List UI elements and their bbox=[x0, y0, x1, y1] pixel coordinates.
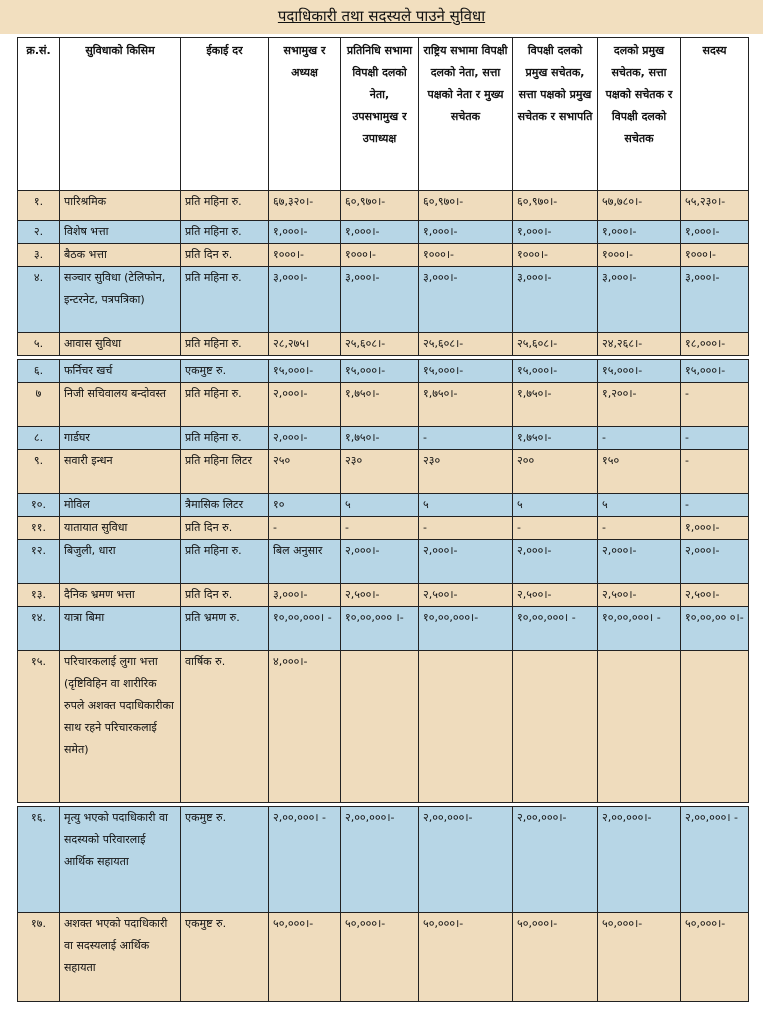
table-row bbox=[18, 913, 749, 1002]
header-col4: विपक्षी दलको प्रमुख सचेतक, सत्ता पक्षको प्रमुख सचेतक र सभापति bbox=[513, 38, 598, 191]
cell-unit: एकमुष्ट रु. bbox=[181, 913, 269, 1002]
header-col5: दलको प्रमुख सचेतक, सत्ता पक्षको सचेतक र विपक्षी दलको सचेतक bbox=[598, 38, 681, 191]
header-col1: सभामुख र अध्यक्ष bbox=[269, 38, 341, 191]
cell-col5: २,०००।- bbox=[598, 540, 681, 584]
cell-col4: ५०,०००।- bbox=[513, 913, 598, 1002]
cell-unit: वार्षिक रु. bbox=[181, 651, 269, 803]
cell-col5: ५०,०००।- bbox=[598, 913, 681, 1002]
cell-col3: १५,०००।- bbox=[419, 360, 513, 383]
cell-col6: ५५,२३०।- bbox=[681, 191, 749, 221]
table-row bbox=[18, 540, 749, 584]
cell-col6: १८,०००।- bbox=[681, 333, 749, 356]
cell-sn: १४. bbox=[18, 607, 60, 651]
cell-sn: १०. bbox=[18, 494, 60, 517]
cell-col1: २,००,०००। - bbox=[269, 807, 341, 913]
cell-col4: २,५००।- bbox=[513, 584, 598, 607]
cell-col3: ३,०००।- bbox=[419, 267, 513, 333]
cell-col3: २,००,०००।- bbox=[419, 807, 513, 913]
cell-col6: २,५००।- bbox=[681, 584, 749, 607]
cell-col2: १०,००,००० ।- bbox=[341, 607, 419, 651]
cell-col4: १,७५०।- bbox=[513, 383, 598, 427]
table-row bbox=[18, 427, 749, 450]
cell-col5: २४,२६८।- bbox=[598, 333, 681, 356]
cell-col3: १०,००,०००।- bbox=[419, 607, 513, 651]
cell-col4: १५,०००।- bbox=[513, 360, 598, 383]
cell-col3: २,०००।- bbox=[419, 540, 513, 584]
cell-unit: प्रति महिना रु. bbox=[181, 267, 269, 333]
cell-unit: एकमुष्ट रु. bbox=[181, 807, 269, 913]
cell-col3: २,५००।- bbox=[419, 584, 513, 607]
cell-col3: १,०००।- bbox=[419, 221, 513, 244]
cell-col4 bbox=[513, 651, 598, 803]
cell-col1: बिल अनुसार bbox=[269, 540, 341, 584]
table-row bbox=[18, 584, 749, 607]
table-row bbox=[18, 221, 749, 244]
cell-unit: प्रति महिना लिटर bbox=[181, 450, 269, 494]
cell-col1: १०,००,०००। - bbox=[269, 607, 341, 651]
cell-type: बैठक भत्ता bbox=[60, 244, 181, 267]
cell-col2: १०००।- bbox=[341, 244, 419, 267]
cell-col4: १०००।- bbox=[513, 244, 598, 267]
cell-col2 bbox=[341, 651, 419, 803]
cell-col2: २,५००।- bbox=[341, 584, 419, 607]
table-row bbox=[18, 651, 749, 803]
cell-col1: १,०००।- bbox=[269, 221, 341, 244]
cell-col6: ३,०००।- bbox=[681, 267, 749, 333]
cell-col6 bbox=[681, 651, 749, 803]
cell-col6: - bbox=[681, 494, 749, 517]
cell-unit: प्रति दिन रु. bbox=[181, 584, 269, 607]
cell-type: गार्डघर bbox=[60, 427, 181, 450]
cell-col2: २३० bbox=[341, 450, 419, 494]
cell-sn: १३. bbox=[18, 584, 60, 607]
cell-col1: ५०,०००।- bbox=[269, 913, 341, 1002]
cell-col5: २,००,०००।- bbox=[598, 807, 681, 913]
cell-sn: १. bbox=[18, 191, 60, 221]
cell-col4: २,०००।- bbox=[513, 540, 598, 584]
cell-unit: प्रति महिना रु. bbox=[181, 221, 269, 244]
cell-type: फर्निचर खर्च bbox=[60, 360, 181, 383]
cell-col5: ५७,७८०।- bbox=[598, 191, 681, 221]
cell-col6: २,०००।- bbox=[681, 540, 749, 584]
cell-col6: २,००,०००। - bbox=[681, 807, 749, 913]
cell-sn: १२. bbox=[18, 540, 60, 584]
cell-col6: १,०००।- bbox=[681, 221, 749, 244]
cell-col4: ३,०००।- bbox=[513, 267, 598, 333]
table-row bbox=[18, 383, 749, 427]
cell-col1: १० bbox=[269, 494, 341, 517]
table-row bbox=[18, 333, 749, 356]
cell-col2: ३,०००।- bbox=[341, 267, 419, 333]
cell-col6: १०,००,०० ०।- bbox=[681, 607, 749, 651]
cell-col2: ६०,९७०।- bbox=[341, 191, 419, 221]
cell-col1: ४,०००।- bbox=[269, 651, 341, 803]
cell-col6: - bbox=[681, 427, 749, 450]
cell-col1: २,०००।- bbox=[269, 427, 341, 450]
cell-unit: त्रैमासिक लिटर bbox=[181, 494, 269, 517]
cell-unit: प्रति भ्रमण रु. bbox=[181, 607, 269, 651]
cell-col2: १,७५०।- bbox=[341, 427, 419, 450]
cell-sn: ११. bbox=[18, 517, 60, 540]
cell-col4: १,०००।- bbox=[513, 221, 598, 244]
header-col3: राष्ट्रिय सभामा विपक्षी दलको नेता, सत्ता पक्षको नेता र मुख्य सचेतक bbox=[419, 38, 513, 191]
cell-col5: - bbox=[598, 517, 681, 540]
cell-col2: ५ bbox=[341, 494, 419, 517]
cell-col2: १,७५०।- bbox=[341, 383, 419, 427]
table-row bbox=[18, 807, 749, 913]
cell-col3: २३० bbox=[419, 450, 513, 494]
cell-col1: १०००।- bbox=[269, 244, 341, 267]
cell-col3: - bbox=[419, 517, 513, 540]
table-row bbox=[18, 244, 749, 267]
cell-col1: २५० bbox=[269, 450, 341, 494]
cell-col5: ३,०००।- bbox=[598, 267, 681, 333]
cell-unit: प्रति महिना रु. bbox=[181, 333, 269, 356]
cell-sn: १६. bbox=[18, 807, 60, 913]
cell-type: पारिश्रमिक bbox=[60, 191, 181, 221]
cell-type: दैनिक भ्रमण भत्ता bbox=[60, 584, 181, 607]
cell-type: विशेष भत्ता bbox=[60, 221, 181, 244]
cell-col5: १५,०००।- bbox=[598, 360, 681, 383]
cell-type: परिचारकलाई लुगा भत्ता (दृष्टिविहिन वा शारीरिक रुपले अशक्त पदाधिकारीका साथ रहने परिचारकलाई समेत) bbox=[60, 651, 181, 803]
facilities-table bbox=[17, 37, 749, 1002]
cell-type: आवास सुविधा bbox=[60, 333, 181, 356]
cell-col6: - bbox=[681, 383, 749, 427]
cell-col2: २५,६०८।- bbox=[341, 333, 419, 356]
cell-col3: १,७५०।- bbox=[419, 383, 513, 427]
cell-col4: १,७५०।- bbox=[513, 427, 598, 450]
cell-col5: २,५००।- bbox=[598, 584, 681, 607]
header-col2: प्रतिनिधि सभामा विपक्षी दलको नेता, उपसभामुख र उपाध्यक्ष bbox=[341, 38, 419, 191]
cell-sn: २. bbox=[18, 221, 60, 244]
cell-col4: २५,६०८।- bbox=[513, 333, 598, 356]
cell-sn: ७ bbox=[18, 383, 60, 427]
cell-type: मोविल bbox=[60, 494, 181, 517]
page-title: पदाधिकारी तथा सदस्यले पाउने सुविधा bbox=[277, 7, 486, 25]
cell-col2: १५,०००।- bbox=[341, 360, 419, 383]
cell-sn: ३. bbox=[18, 244, 60, 267]
cell-col2: २,०००।- bbox=[341, 540, 419, 584]
cell-type: यातायात सुविधा bbox=[60, 517, 181, 540]
cell-unit: प्रति दिन रु. bbox=[181, 244, 269, 267]
header-col6: सदस्य bbox=[681, 38, 749, 191]
cell-sn: १७. bbox=[18, 913, 60, 1002]
cell-col6: ५०,०००।- bbox=[681, 913, 749, 1002]
cell-col5: १०००।- bbox=[598, 244, 681, 267]
cell-col5 bbox=[598, 651, 681, 803]
cell-col3 bbox=[419, 651, 513, 803]
cell-col1: ३,०००।- bbox=[269, 267, 341, 333]
cell-col4: - bbox=[513, 517, 598, 540]
cell-type: निजी सचिवालय बन्दोवस्त bbox=[60, 383, 181, 427]
cell-type: यात्रा बिमा bbox=[60, 607, 181, 651]
header-sn: क्र.सं. bbox=[18, 38, 60, 191]
cell-col4: २,००,०००।- bbox=[513, 807, 598, 913]
cell-col6: १०००।- bbox=[681, 244, 749, 267]
cell-type: बिजुली, धारा bbox=[60, 540, 181, 584]
table-row bbox=[18, 517, 749, 540]
cell-col1: २८,२७५। bbox=[269, 333, 341, 356]
table-row bbox=[18, 450, 749, 494]
table-row bbox=[18, 494, 749, 517]
cell-col1: ३,०००।- bbox=[269, 584, 341, 607]
cell-col3: ६०,९७०।- bbox=[419, 191, 513, 221]
cell-col5: १०,००,०००। - bbox=[598, 607, 681, 651]
cell-unit: प्रति दिन रु. bbox=[181, 517, 269, 540]
cell-col6: - bbox=[681, 450, 749, 494]
cell-col5: ५ bbox=[598, 494, 681, 517]
cell-unit: प्रति महिना रु. bbox=[181, 427, 269, 450]
cell-col3: ५ bbox=[419, 494, 513, 517]
cell-col4: २०० bbox=[513, 450, 598, 494]
cell-unit: प्रति महिना रु. bbox=[181, 540, 269, 584]
cell-col4: १०,००,०००। - bbox=[513, 607, 598, 651]
cell-col3: - bbox=[419, 427, 513, 450]
cell-col2: २,००,०००।- bbox=[341, 807, 419, 913]
cell-col3: १०००।- bbox=[419, 244, 513, 267]
cell-type: अशक्त भएको पदाधिकारी वा सदस्यलाई आर्थिक सहायता bbox=[60, 913, 181, 1002]
cell-type: सञ्चार सुविधा (टेलिफोन, इन्टरनेट, पत्रपत्रिका) bbox=[60, 267, 181, 333]
cell-col5: १,०००।- bbox=[598, 221, 681, 244]
table-header-row bbox=[18, 38, 749, 191]
cell-sn: ६. bbox=[18, 360, 60, 383]
cell-sn: ८. bbox=[18, 427, 60, 450]
cell-col5: १,२००।- bbox=[598, 383, 681, 427]
cell-col2: १,०००।- bbox=[341, 221, 419, 244]
table-row bbox=[18, 191, 749, 221]
cell-col6: १५,०००।- bbox=[681, 360, 749, 383]
cell-col2: - bbox=[341, 517, 419, 540]
cell-unit: प्रति महिना रु. bbox=[181, 383, 269, 427]
cell-col4: ५ bbox=[513, 494, 598, 517]
table-row bbox=[18, 607, 749, 651]
cell-col4: ६०,९७०।- bbox=[513, 191, 598, 221]
cell-col2: ५०,०००।- bbox=[341, 913, 419, 1002]
header-type: सुविधाको किसिम bbox=[60, 38, 181, 191]
cell-col3: ५०,०००।- bbox=[419, 913, 513, 1002]
cell-sn: ९. bbox=[18, 450, 60, 494]
header-unit: ईकाई दर bbox=[181, 38, 269, 191]
cell-type: सवारी इन्धन bbox=[60, 450, 181, 494]
cell-sn: ४. bbox=[18, 267, 60, 333]
cell-col3: २५,६०८।- bbox=[419, 333, 513, 356]
cell-sn: १५. bbox=[18, 651, 60, 803]
table-row bbox=[18, 267, 749, 333]
cell-unit: एकमुष्ट रु. bbox=[181, 360, 269, 383]
cell-col1: २,०००।- bbox=[269, 383, 341, 427]
cell-col5: १५० bbox=[598, 450, 681, 494]
cell-sn: ५. bbox=[18, 333, 60, 356]
cell-col1: १५,०००।- bbox=[269, 360, 341, 383]
cell-col1: ६७,३२०।- bbox=[269, 191, 341, 221]
cell-col5: - bbox=[598, 427, 681, 450]
table-row bbox=[18, 360, 749, 383]
cell-type: मृत्यु भएको पदाधिकारी वा सदस्यको परिवारलाई आर्थिक सहायता bbox=[60, 807, 181, 913]
cell-col1: - bbox=[269, 517, 341, 540]
cell-col6: १,०००।- bbox=[681, 517, 749, 540]
cell-unit: प्रति महिना रु. bbox=[181, 191, 269, 221]
